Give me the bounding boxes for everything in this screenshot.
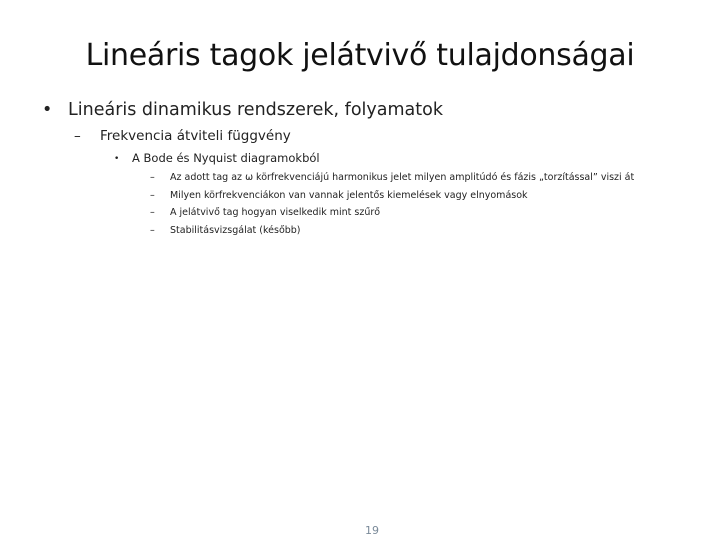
list-item-text: A jelátvivő tag hogyan viselkedik mint szűrő xyxy=(170,207,381,218)
dash-marker: – xyxy=(150,172,155,183)
bullet-level1 xyxy=(42,100,443,120)
bullet-level4-list xyxy=(150,171,634,241)
dash-marker: – xyxy=(150,224,155,236)
bullet-level2 xyxy=(74,128,291,144)
bullet-level2-text: Frekvencia átviteli függvény xyxy=(100,128,291,144)
bullet-marker: • xyxy=(114,154,120,164)
dash-marker: – xyxy=(150,189,155,201)
list-item-text: Stabilitásvizsgálat (később) xyxy=(170,224,301,236)
bullet-level1-text: Lineáris dinamikus rendszerek, folyamatok xyxy=(68,100,443,120)
bullet-level3 xyxy=(114,151,320,165)
list-item-text: Az adott tag az ω körfrekvenciájú harmonikus jelet milyen amplitúdó és fázis „torzítással” viszi át xyxy=(170,172,635,183)
list-item-text: Milyen körfrekvenciákon van vannak jelentős kiemelések vagy elnyomások xyxy=(170,189,528,201)
dash-marker: – xyxy=(74,128,81,144)
list-item xyxy=(150,189,634,207)
list-item xyxy=(150,171,634,189)
bullet-marker: • xyxy=(42,100,53,120)
dash-marker: – xyxy=(150,207,155,218)
list-item xyxy=(150,224,634,242)
page-number: 19 xyxy=(365,524,379,537)
list-item xyxy=(150,206,634,224)
bullet-level3-text: A Bode és Nyquist diagramokból xyxy=(132,151,320,165)
slide-title: Lineáris tagok jelátvivő tulajdonságai xyxy=(85,38,635,73)
